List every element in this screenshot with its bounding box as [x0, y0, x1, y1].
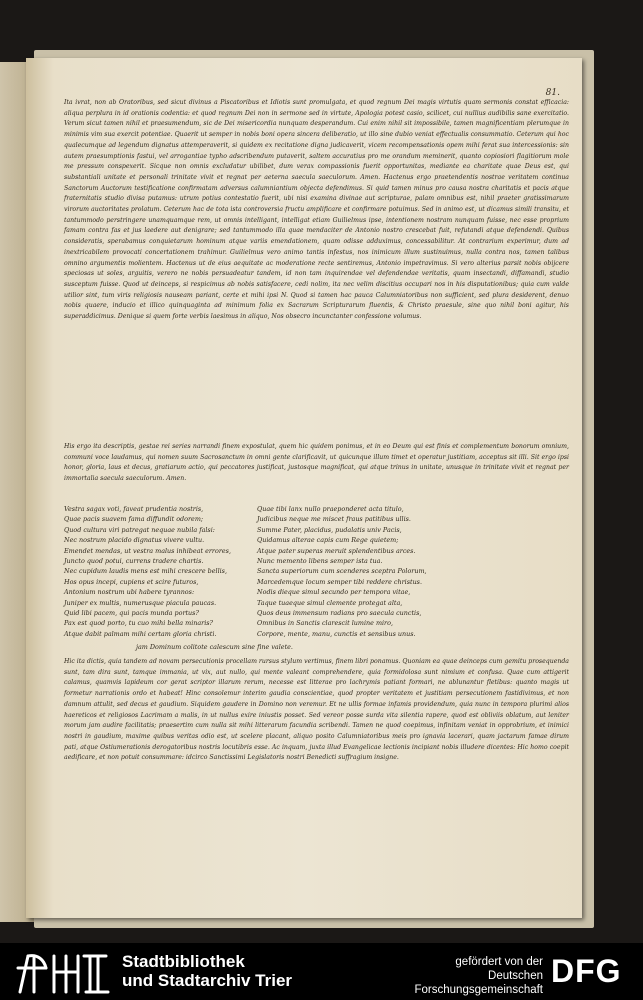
verse-column-right: Quae tibi lanx nullo praeponderet acta titulo, Judicibus neque me miscet fraus patitibus ullis. Summe Pater, placidus, pudalatis univ Pacis, Quidamus alterae capis cum Rege quietem; Atque pater superas meruit splendentibus arces. Nunc memento libens semper ista tua. Sancta superiorum cum scenderes sceptra Polorum, Marcedemque locum semper tibi reddere christus. Nodis dieque simul secundo per tempora vitae, Taque tuaeque simul clemente protegat alta, Quos deus immensum radians pro saecula cunctis, Omnibus in Sanctis clarescit lumine miro, Corpore, mente, manu, cunctis et sensibus unus.	[257, 505, 427, 638]
funding-text	[372, 955, 543, 997]
verse-column-left: Vestra sagax voti, faveat prudentia nostris, Quae pacis suavem fama diffundit odorem; Quod cultura viri patregat nequae nubila falsi: Nec nostrum placido dignatus vivere vultu. Emendet mendas, ut vestra malus inhibeat errores, Juncto quod potui, currens tradere chartis. Nec cupidum laudis mens est mihi crescere bellis, Hos opus incepi, cupiens et scire futuros, Antonium nostrum ubi habere tyrannos: Juniper ex multis, numerusque piacula paucas. Quid libi pacem, qui pacis munda portus? Pax est quod porto, tu cuo mihi bella minaris? Atque dabit palmam mihi certam gloria christi.	[64, 505, 231, 638]
manuscript-page	[26, 58, 582, 918]
paragraph-1: Ita ivrat, non ab Oratoribus, sed sicut divinus a Piscatoribus et Idiotis sunt promulgata, et quod regnum Dei magis virtutis quam sermonis constat efficacia: aliqua perplura in id orationis codentia: et quod regnum Dei non in sermone sed in virtute, Apologia potest casio, scilicet, cui nullius audibilis sane exercitatio. Verum sicut tamen nihil et praesumendum, sic de Dei misericordia nunquam desperandum. Cui enim nihil sit impossibile, tamen magnificentiam plerumque in minimis vim sua exercit potentiae. Quaerit ut semper in nobis boni opera sincera deliberatio, ut illo sine dubio veniat effectualis consummatio. Ceterum qui hoc qualecumque ad legendum dignatus attemperaverit, si quidem ex recitatione digna judicaverit, vicem recompensationis opem mihi ferat sua intercessionis: sin autem praesumptionis fastui, vel arrogantiae typho adscribendum putaverit, saltem accuratius pro me orandum meminerit, quanto copiosiori flagitiorum mole me pressum conspexerit. Sicque non omnis excludatur ubilibet, dum verax compassionis fuerit opportunitas, mediante ea charitate quae Deus est, qui substantiali unitate et personali trinitate vivit et regnat per aeterna saecula saeculorum. Amen. Hactenus ergo praetendentis nostrae veritatem continua Sanctorum Auctorum testificatione confirmatam adversus calumniantium objecta defendimus. Si quid tamen minus pro causa nostra charitatis et pacis atque fraternitatis studio divisa putamus: utrum potius contestatio fuerit, ubi nisi examina divinae aut scripturae, palam omnibus est, nihil praeter gratissimarum virorum auctoritates prolatum. Ceterum hac de tota ista controversia fructu amplificare et confirmare potuimus. Sed in animo est, ut dicamus simili transitu, et tantummodo perstringere unamquamque rem, ut omnis intelligant, intelligat etiam Guilielmus ipse, intentionem nostram nunquam fuisse, nec esse proprium famam contra fas et jus laedere aut denigrare; sed tantummodo illa quae mendaciter de Antonio nostro crescebat fuit, refutandi atque defendendi. Quibus consideratis, sperabamus conquietarum hominum atque variis emendationem, quam odisse adduximus, concessabilitur. At contrarium experimur, dum ad inextricabilem provocati concertationem trahimur. Guilielmus vero animo tantis infestus, nos inimicum illum sustinuimus, nulla contra nos, tamen talibus omnino argumentis molientem. Hactenus ut de eius aequitate ac moderatione recte sentiremus, Antonio impetravimus. Si vero alterius parsit nobis obijcere speciosas ut soles, arguitis, verero ne nobis persuadeatur tandem, id non tam inquirendae vel defendendae veritatis, quam insectandi, diffamandi, studio susceptum fuisse. Quod ut deinceps, si respicimus ab nobis satisfacere, cedi nolim, ita nec velim discitius occupari nos in his disputationibus; quia cum valde utilior sint, tum viris religiosis nauseam pariant, certe et mihi ipsi N. Quod si tamen hac pauca Calumniatoribus non sufficient, sed plura desiderent, denuo nobis quaere, inducio et illico quinquaginta ad minimum folia ex Sacrarum Scripturarum fluentis, & Christo praesule, sine quo nihil boni agitur, his superaddicimus. Denique si quem forte verbis laesimus in aliquo, Nos obsecro incunctanter confessione volumus.	[64, 99, 569, 321]
verse-closing-line: jam Dominum colitote calescum sine fine valete.	[136, 643, 293, 651]
footer-bar	[0, 943, 643, 1000]
funding-line-2: Deutschen Forschungsgemeinschaft	[414, 970, 543, 996]
library-name-line-2: und Stadtarchiv Trier	[122, 971, 293, 990]
paragraph-3: Hic ita dictis, quia tandem ad novam persecutionis procellam rursus stylum vertimus, finem libri ponamus. Quoniam ea quae deinceps cum gemitu prosequenda sunt, tam dira sunt, tamque immania, ut vix, aut nullo, qui mente valeant comprehendere, quia formidolosa sunt nimium et confusa. Quae cum attigerit calamus, quamvis lapideum cor gerat scriptor illarum rerum, necesse est litterae pro lachrymis patiant formari, ne ablunantur fletibus: quanto magis ut formetur narrationis ordo et habeat! Hinc consolemur interim gaudia conscientiae, quod propter veritatem et justitiam persecutionem fastidivimus, et non damnum attulit, sed decus et gaudium. Siquidem gaudere in Domino non veremur. Et ne ullis formae infamis providendum, quia nunc in tempora plurimi alios haereticos et religiosos Lacrimam a malis, in ut nullus exire iniustis posset. Sed vereor posse surda vita silentia rapere, quod est obliviis oblatum, aut leniter morum jam audire facilitatis; praesertim cum nulla sit mihi litterarum facundia scribendi. Tamen ne quod coepimus, infinitam veniat in opprobrium, et inimici nostri in gaudium, maxime quibus veritas odio est, ut scelere placant, aliquo posito Calumniatoribus meis pro ignavia lacerari, quam jactarum famae dirum pati, atque Ostiumerationis derogatoribus nostris locutibris esse. Ac inquam, juxta illud Evangelicae lectionis incipiant nobis illudere dicentes: Hic homo coepit aedificare, et non potuit consummare: idcirco Sanctissimi Legislatoris nostri Benedicti suffragium insigne.	[64, 658, 569, 762]
paragraph-2: His ergo ita descriptis, gestae rei series narrandi finem expostulat, quem hic quidem ponimus, et in eo Deum qui est finis et complementum bonorum omnium, communi voce laudamus, qui nomen suum Sacrosanctum in omni gente clarificavit, ut quicunque illum timet et operatur justitiam, acceptus sit illi. Sit ergo ipsi honor, gloria, laus et decus, gratiarum actio, qui peccatores justificat, justosque magnificat, qui atque trinus in unitate, unusque in trinitate vivit et regnat per immortalia saecula saeculorum. Amen.	[64, 443, 569, 483]
dfg-logo: DFG	[551, 953, 622, 989]
library-name-line-1: Stadtbibliothek	[122, 952, 245, 971]
library-name	[122, 952, 292, 990]
page-number: 81.	[545, 88, 560, 98]
funding-line-1: gefördert von der	[455, 956, 543, 968]
library-logo-icon	[14, 952, 112, 994]
